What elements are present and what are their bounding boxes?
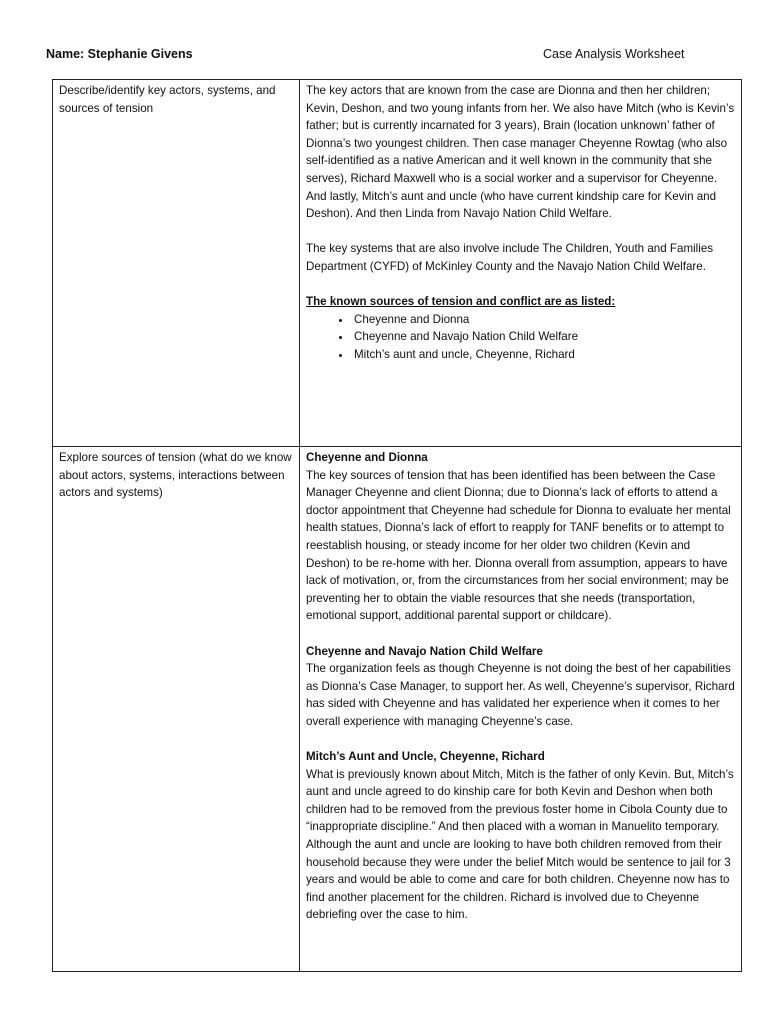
list-item: • Mitch’s aunt and uncle, Cheyenne, Richard bbox=[352, 346, 735, 364]
section-heading: Cheyenne and Dionna bbox=[306, 451, 428, 464]
table-row bbox=[53, 447, 742, 972]
section-body: What is previously known about Mitch, Mitch is the father of only Kevin. But, Mitch’s aunt and uncle agreed to do kinship care for both Kevin and Deshon when both children had to be removed from the previous foster home in Cibola County due to “inappropriate discipline.” And then placed with a woman in Manuelito temporary. Although the aunt and uncle are looking to have both children removed from their household because they were under the belief Mitch would be sentence to jail for 3 years and would be able to come and care for both children. Cheyenne now has to find another placement for the children. Richard is involved due to Cheyenne debriefing over the case to him. bbox=[306, 767, 734, 922]
answer-cell bbox=[300, 80, 742, 447]
list-item: • Cheyenne and Dionna bbox=[352, 311, 735, 329]
actors-paragraph: The key actors that are known from the case are Dionna and then her children; Kevin, Deshon, and two young infants from her. We also have Mitch (who is Kevin’s father; but is currently incarnated for 3 years), Brain (location unknown’ father of Dionna’s two youngest children. Then case manager Cheyenne Rowtag (who also self-identified as a native American and it well known in the community that she serves), Richard Maxwell who is a social worker and a supervisor for Cheyenne. And lastly, Mitch’s aunt and uncle (who have current kindship care for Kevin and Deshon). And then Linda from Navajo Nation Child Welfare. bbox=[306, 84, 735, 221]
tension-heading: The known sources of tension and conflict are as listed: bbox=[306, 295, 616, 309]
list-item: • Cheyenne and Navajo Nation Child Welfare bbox=[352, 328, 735, 346]
case-analysis-table bbox=[52, 79, 742, 972]
answer-cell bbox=[300, 447, 742, 972]
prompt-text: Describe/identify key actors, systems, and sources of tension bbox=[59, 84, 276, 115]
tension-list bbox=[306, 311, 735, 364]
systems-paragraph: The key systems that are also involve include The Children, Youth and Families Department (CYFD) of McKinley County and the Navajo Nation Child Welfare. bbox=[306, 242, 714, 273]
prompt-text: Explore sources of tension (what do we know about actors, systems, interactions between actors and systems) bbox=[59, 451, 292, 500]
section-body: The key sources of tension that has been identified has been between the Case Manager Cheyenne and client Dionna; due to Dionna’s lack of efforts to attend a doctor appointment that Cheyenne had schedule for Dionna to evaluate her mental health statues, Dionna’s lack of effort to reapply for TANF benefits or to attempt to reestablish housing, or steady income for her older two children (Kevin and Deshon) to be re-home with her. Dionna overall from assumption, appears to have lack of motivation, or, from the circumstances from her social environment; may be preventing her to obtain the viable resources that she needs (transportation, emotional support, additional parental support or childcare). bbox=[306, 468, 731, 623]
section-heading: Mitch’s Aunt and Uncle, Cheyenne, Richard bbox=[306, 750, 545, 764]
table-row bbox=[53, 80, 742, 447]
section-heading: Cheyenne and Navajo Nation Child Welfare bbox=[306, 644, 543, 658]
prompt-cell bbox=[53, 447, 300, 972]
prompt-cell bbox=[53, 80, 300, 447]
worksheet-title: Case Analysis Worksheet bbox=[543, 47, 685, 61]
student-name: Name: Stephanie Givens bbox=[46, 47, 193, 61]
section-body: The organization feels as though Cheyenne is not doing the best of her capabilities as Dionna’s Case Manager, to support her. As well, Cheyenne’s supervisor, Richard has sided with Cheyenne and has validated her experience when it comes to her overall experience with managing Cheyenne’s case. bbox=[306, 662, 735, 728]
